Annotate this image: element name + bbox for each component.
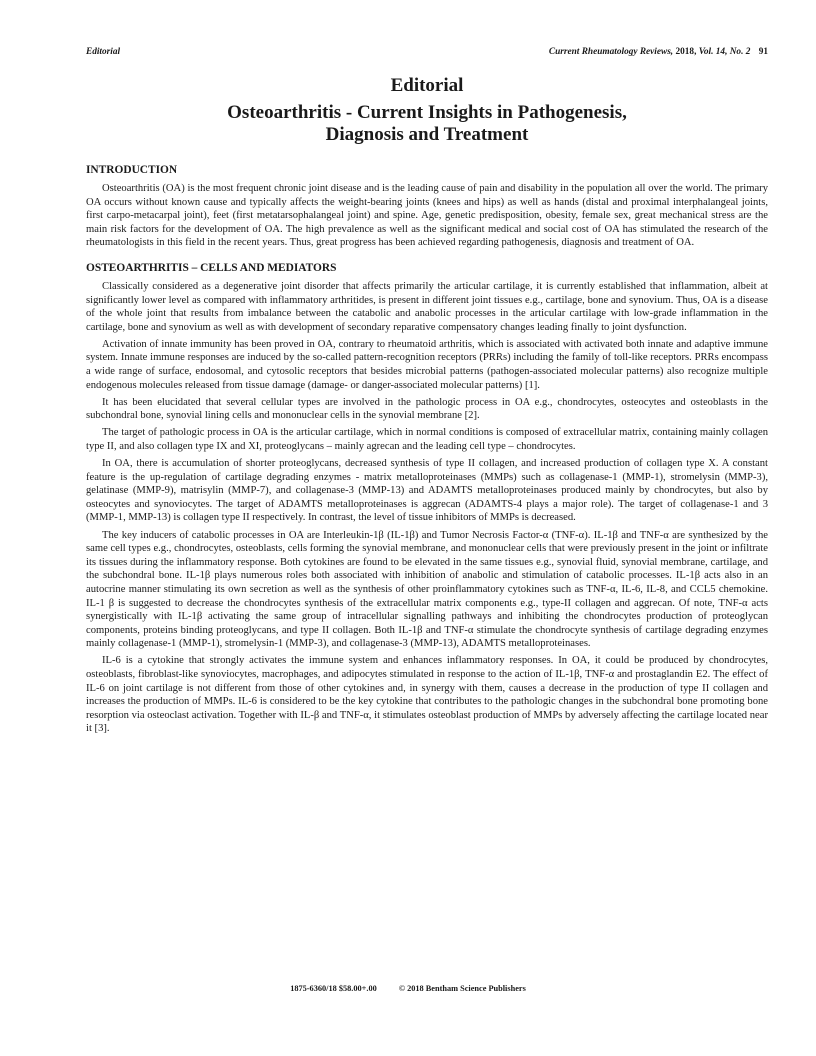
section-heading-introduction: INTRODUCTION	[86, 164, 178, 176]
running-header	[86, 47, 768, 61]
paragraph: Osteoarthritis (OA) is the most frequent chronic joint disease and is the leading cause of pain and disability in the population all over the world. The primary OA occurs without known cause and typically affects the weight-bearing joints (knees and hips) as well as hands (distal and proximal interphalangeal joints, first carpo-metacarpal joint), feet (first metatarsophalangeal joint) and spine. Age, genetic predisposition, obesity, female sex, great mechanical stress are the main risk factors for the development of OA. The high prevalence as well as the significant medical and social cost of OA has stimulated the research of the rheumatologists in this field in the recent years. Thus, great progress has been achieved regarding pathogenesis, diagnosis and treatment of OA.	[86, 183, 768, 249]
article-body	[86, 164, 768, 739]
page-footer	[0, 984, 816, 993]
article-title-line-2: Diagnosis and Treatment	[325, 124, 529, 145]
article-title	[86, 102, 768, 146]
article-title-line-1: Osteoarthritis - Current Insights in Pathogenesis,	[227, 102, 627, 123]
footer-copyright: © 2018 Bentham Science Publishers	[398, 984, 526, 993]
title-block	[86, 74, 768, 146]
paragraph: The target of pathologic process in OA is the articular cartilage, which in normal conditions is composed of extracellular matrix, containing mainly collagen type II, and also collagen type IX and XI, proteoglycans – mainly agrecan and the leading cell type – chondrocytes.	[86, 427, 768, 452]
header-year: 2018,	[675, 47, 697, 57]
header-journal-name: Current Rheumatology Reviews,	[548, 47, 674, 57]
header-volume: Vol. 14, No. 2	[698, 47, 751, 57]
footer-issn-price: 1875-6360/18 $58.00+.00	[290, 984, 377, 993]
header-section-label: Editorial	[86, 47, 121, 57]
paragraph: In OA, there is accumulation of shorter proteoglycans, decreased synthesis of type II collagen, and increased production of collagen type X. A constant feature is the up-regulation of cartilage degrading enzymes - matrix metalloproteinases (MMPs) such as collagenase-1 (MMP-1), stromelysin (MMP-3), gelatinase (MMP-9), matrisylin (MMP-7), and collagenase-3 (MMP-13) and ADAMTS metalloproteinases produced mainly by chondrocytes, but also by osteocytes and synoviocytes. The target of ADAMTS metalloproteinases is aggrecan (ADAMTS-4 plays a major role). The target of collagenase-1 and 3 (MMP-1, MMP-13) is collagen type II respectively. In contrast, the level of tissue inhibitors of MMPs is decreased.	[86, 458, 768, 524]
paragraph: Classically considered as a degenerative joint disorder that affects primarily the articular cartilage, it is currently established that inflammation, albeit at significantly lower level as compared with inflammatory arthritides, is present in different joint tissues e.g., cartilage, bone and synovium. Thus, OA is a disease of the whole joint that results from imbalance between the catabolic and anabolic processes in the articular cartilage with low-grade inflammation in the cartilage, bone and synovium as well as with development of secondary reparative compensatory changes leading finally to joint dysfunction.	[86, 280, 768, 333]
header-page-number: 91	[758, 47, 768, 57]
paragraph: The key inducers of catabolic processes in OA are Interleukin-1β (IL-1β) and Tumor Necrosis Factor-α (TNF-α). IL-1β and TNF-α are synthesized by the same cell types e.g., chondrocytes, osteoblasts, cells forming the synovial membrane, and mononuclear cells that were previously present in the joint or infiltrate its tissues during the inflammatory response. Both cytokines are found to be elevated in the same tissues e.g., synovial fluid, synovial membrane, cartilage, and the subchondral bone. IL-1β plays numerous roles both associated with inhibition of anabolic and stimulation of catabolic processes. IL-1β acts also in an autocrine manner stimulating its own secretion as well as the synthesis of other proinflammatory cytokines such as TNF-α, IL-6, IL-8, and CCL5 chemokine. IL-1 β is suggested to decrease the chondrocytes synthesis of the extracellular matrix components e.g., type-II collagen and aggrecan. Of note, TNF-α acts synergistically with IL-1β activating the same group of intracellular signalling pathways and inhibiting the chondrocytes production of proteoglycan components, proteins binding proteoglycans, and type II collagen. Both IL-1β and TNF-α stimulate the chondrocyte synthesis of cartilage degrading enzymes mainly collagenase-1 (MMP-1), stromelysin-1 (MMP-3), and collagenase-3 (MMP-13), ADAMTS metalloproteinases.	[86, 529, 768, 650]
paragraph: IL-6 is a cytokine that strongly activates the immune system and enhances inflammatory responses. In OA, it could be produced by chondrocytes, osteoblasts, fibroblast-like synoviocytes, macrophages, and adipocytes stimulated in response to the action of IL-1β, TNF-α and prostaglandin E2. The effect of IL-6 on joint cartilage is not different from those of other cytokines and, in synergy with them, causes a decrease in the production of type II collagen and increases the production of MMPs. IL-6 is considered to be the key cytokine that contributes to the pathologic changes in the subchondral bone promoting bone resorption via osteoclast activation. Together with IL-β and TNF-α, it stimulates osteoblast production of MMPs by adversely affecting the cartilage located near it [3].	[86, 655, 768, 735]
article-type-title: Editorial	[390, 75, 464, 96]
section-heading-cells-mediators: OSTEOARTHRITIS – CELLS AND MEDIATORS	[86, 261, 337, 274]
paragraph: Activation of innate immunity has been proved in OA, contrary to rheumatoid arthritis, which is associated with activated both innate and adaptive immune system. Innate immune responses are induced by the so-called pattern-recognition receptors (PRRs) including the family of toll-like receptors. PRRs encompass a wide range of surface, endosomal, and cytosolic receptors that besides microbial patterns (pathogen-associated molecular patterns) also recognize multiple endogenous molecules released from tissue damage (damage- or danger-associated molecular patterns) [1].	[86, 338, 768, 391]
header-journal-citation	[549, 47, 768, 57]
paragraph: It has been elucidated that several cellular types are involved in the pathologic process in OA e.g., chondrocytes, osteocytes and osteoblasts in the subchondral bone, synovial lining cells and mononuclear cells in the synovial membrane [2].	[86, 396, 768, 422]
